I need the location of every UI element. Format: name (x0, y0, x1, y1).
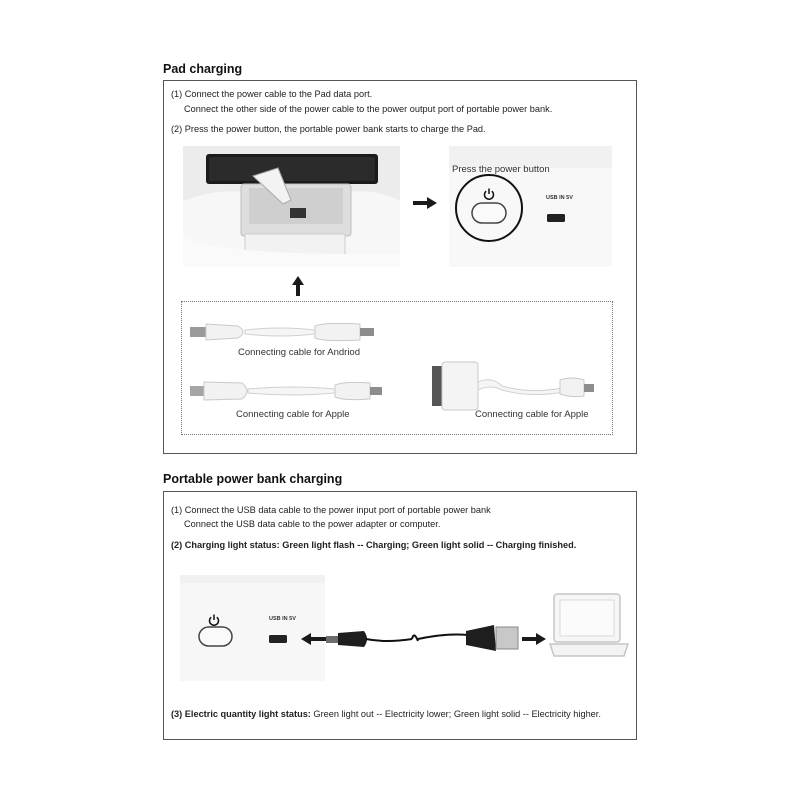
usb-cable-image (326, 613, 526, 663)
press-power-label: Press the power button (452, 164, 550, 175)
bank-step3-text: Green light out -- Electricity lower; Green light solid -- Electricity higher. (310, 709, 601, 719)
bank-step3 (171, 709, 601, 719)
android-cable-caption: Connecting cable for Andriod (238, 347, 360, 358)
android-cable-image (190, 320, 380, 344)
bank-step3-label: (3) Electric quantity light status: (171, 709, 311, 719)
arrow-icon (522, 633, 546, 645)
usb-in-port-label: USB IN 5V (546, 195, 573, 201)
pad-charging-title: Pad charging (163, 62, 243, 76)
power-icon (208, 614, 220, 626)
pad-step1-line2: Connect the other side of the power cable to the power output port of portable power bank. (184, 104, 553, 114)
pad-step2: (2) Press the power button, the portable power bank starts to charge the Pad. (171, 124, 486, 134)
apple-lightning-cable-image (190, 379, 390, 403)
bank-step1-line2: Connect the USB data cable to the power adapter or computer. (184, 519, 441, 529)
laptop-icon (550, 594, 630, 658)
power-icon (483, 188, 495, 200)
pad-photo (183, 146, 400, 267)
bank-charging-title: Portable power bank charging (163, 472, 343, 486)
power-bank-photo (180, 575, 325, 681)
arrow-icon (292, 276, 304, 296)
apple-lightning-cable-caption: Connecting cable for Apple (236, 409, 350, 420)
bank-step1-line1: (1) Connect the USB data cable to the power input port of portable power bank (171, 505, 491, 515)
pad-step1-line1: (1) Connect the power cable to the Pad data port. (171, 89, 373, 99)
apple-30pin-cable-caption: Connecting cable for Apple (475, 409, 589, 420)
usb-in-port-label: USB IN 5V (269, 616, 296, 622)
arrow-icon (413, 197, 437, 209)
arrow-icon (301, 633, 329, 645)
bank-step2: (2) Charging light status: Green light flash -- Charging; Green light solid -- Charging finished. (171, 540, 577, 550)
